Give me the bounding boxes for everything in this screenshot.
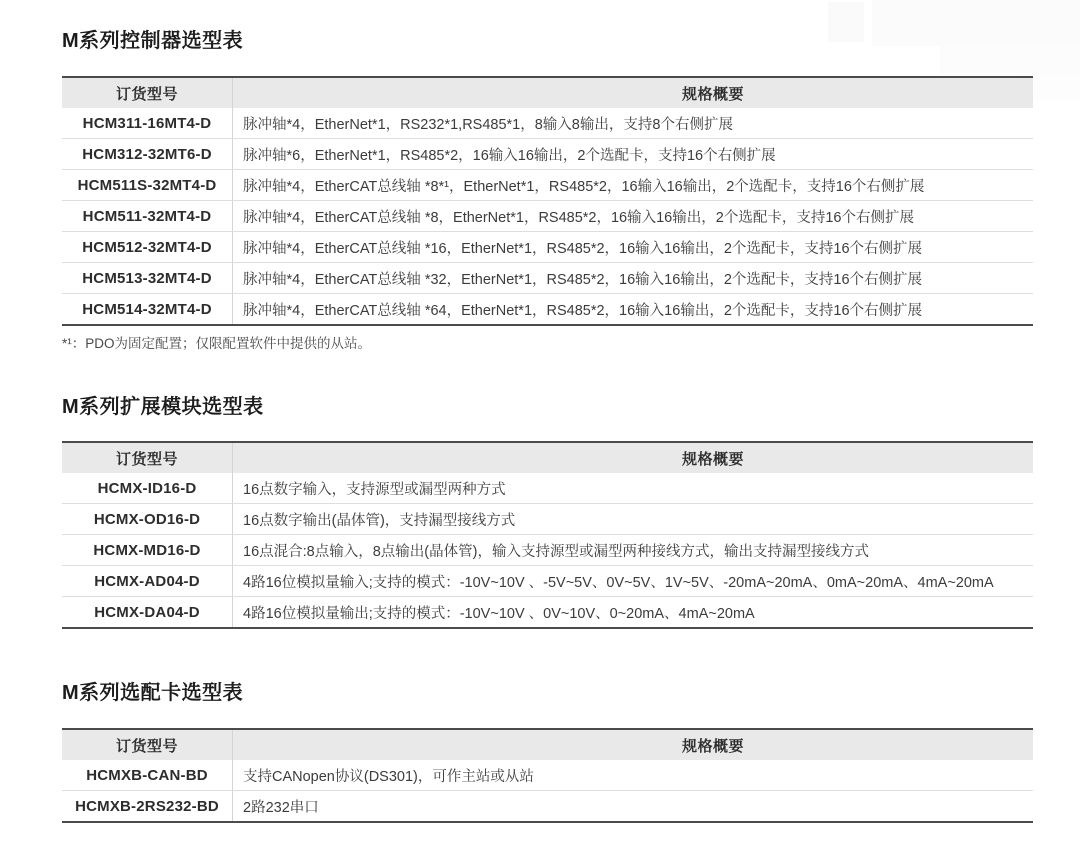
table-row [62, 473, 1033, 503]
table-row [62, 596, 1033, 627]
controller-selection-table [62, 76, 1033, 326]
spec-summary: 脉冲轴*4，EtherCAT总线轴 *16，EtherNet*1，RS485*2，16输入16输出，2个选配卡，支持16个右侧扩展 [243, 240, 923, 257]
table-row [62, 565, 1033, 596]
table-footnote: *¹：PDO为固定配置；仅限配置软件中提供的从站。 [62, 336, 372, 351]
spec-summary: 2路232串口 [243, 799, 319, 816]
spec-summary: 4路16位模拟量输入;支持的模式：-10V~10V 、-5V~5V、0V~5V、1V~5V、-20mA~20mA、0mA~20mA、4mA~20mA [243, 574, 994, 591]
model-number: HCMX-OD16-D [93, 510, 201, 528]
section-title-controllers: M系列控制器选型表 [62, 30, 244, 52]
table-row [62, 790, 1033, 821]
spec-summary: 支持CANopen协议(DS301)，可作主站或从站 [243, 768, 534, 785]
header-cell-model [62, 443, 233, 473]
spec-summary: 16点数字输入，支持源型或漏型两种方式 [243, 481, 506, 498]
model-number: HCMX-MD16-D [93, 541, 201, 559]
header-cell-model [62, 78, 233, 108]
header-label-model: 订货型号 [115, 450, 178, 468]
spec-summary: 脉冲轴*4，EtherCAT总线轴 *64，EtherNet*1，RS485*2，16输入16输出，2个选配卡，支持16个右侧扩展 [243, 302, 923, 319]
table-row [62, 231, 1033, 262]
table-row [62, 760, 1033, 790]
model-number: HCM512-32MT4-D [82, 238, 212, 256]
table-row [62, 138, 1033, 169]
model-number: HCMX-ID16-D [97, 479, 197, 497]
model-number: HCMX-AD04-D [94, 572, 200, 590]
spec-summary: 16点混合:8点输入，8点输出(晶体管)，输入支持源型或漏型两种接线方式，输出支持漏型接线方式 [243, 543, 869, 560]
spec-summary: 脉冲轴*6，EtherNet*1，RS485*2，16输入16输出，2个选配卡，支持16个右侧扩展 [243, 147, 776, 164]
header-label-spec: 规格概要 [681, 450, 744, 468]
table-row [62, 200, 1033, 231]
model-number: HCM514-32MT4-D [82, 300, 212, 318]
header-label-spec: 规格概要 [681, 85, 744, 103]
model-number: HCM511-32MT4-D [82, 207, 212, 225]
table-row [62, 262, 1033, 293]
header-cell-spec [233, 730, 1033, 760]
spec-summary: 脉冲轴*4，EtherNet*1，RS232*1,RS485*1，8输入8输出，支持8个右侧扩展 [243, 116, 733, 133]
header-cell-model [62, 730, 233, 760]
header-label-model: 订货型号 [115, 85, 178, 103]
spec-summary: 16点数字输出(晶体管)，支持漏型接线方式 [243, 512, 516, 529]
model-number: HCM511S-32MT4-D [77, 176, 217, 194]
expansion-module-selection-table [62, 441, 1033, 629]
table-row [62, 169, 1033, 200]
model-number: HCMXB-2RS232-BD [75, 797, 219, 815]
spec-summary: 脉冲轴*4，EtherCAT总线轴 *8*¹，EtherNet*1，RS485*2，16输入16输出，2个选配卡，支持16个右侧扩展 [243, 178, 925, 195]
model-number: HCM311-16MT4-D [82, 114, 212, 132]
table-row [62, 503, 1033, 534]
header-cell-spec [233, 443, 1033, 473]
option-card-selection-table [62, 728, 1033, 823]
table-row [62, 293, 1033, 324]
table-header-row [62, 730, 1033, 760]
section-title-expansion-modules: M系列扩展模块选型表 [62, 396, 264, 418]
model-number: HCMXB-CAN-BD [86, 766, 208, 784]
table-header-row [62, 78, 1033, 108]
spec-summary: 脉冲轴*4，EtherCAT总线轴 *8，EtherNet*1，RS485*2，16输入16输出，2个选配卡，支持16个右侧扩展 [243, 209, 914, 226]
model-number: HCM312-32MT6-D [82, 145, 212, 163]
header-label-model: 订货型号 [115, 737, 178, 755]
section-title-option-cards: M系列选配卡选型表 [62, 682, 244, 704]
header-cell-spec [233, 78, 1033, 108]
spec-summary: 脉冲轴*4，EtherCAT总线轴 *32，EtherNet*1，RS485*2，16输入16输出，2个选配卡，支持16个右侧扩展 [243, 271, 923, 288]
header-label-spec: 规格概要 [681, 737, 744, 755]
table-header-row [62, 443, 1033, 473]
model-number: HCM513-32MT4-D [82, 269, 212, 287]
spec-summary: 4路16位模拟量输出;支持的模式：-10V~10V 、0V~10V、0~20mA、4mA~20mA [243, 605, 755, 622]
table-row [62, 108, 1033, 138]
table-row [62, 534, 1033, 565]
model-number: HCMX-DA04-D [94, 603, 200, 621]
